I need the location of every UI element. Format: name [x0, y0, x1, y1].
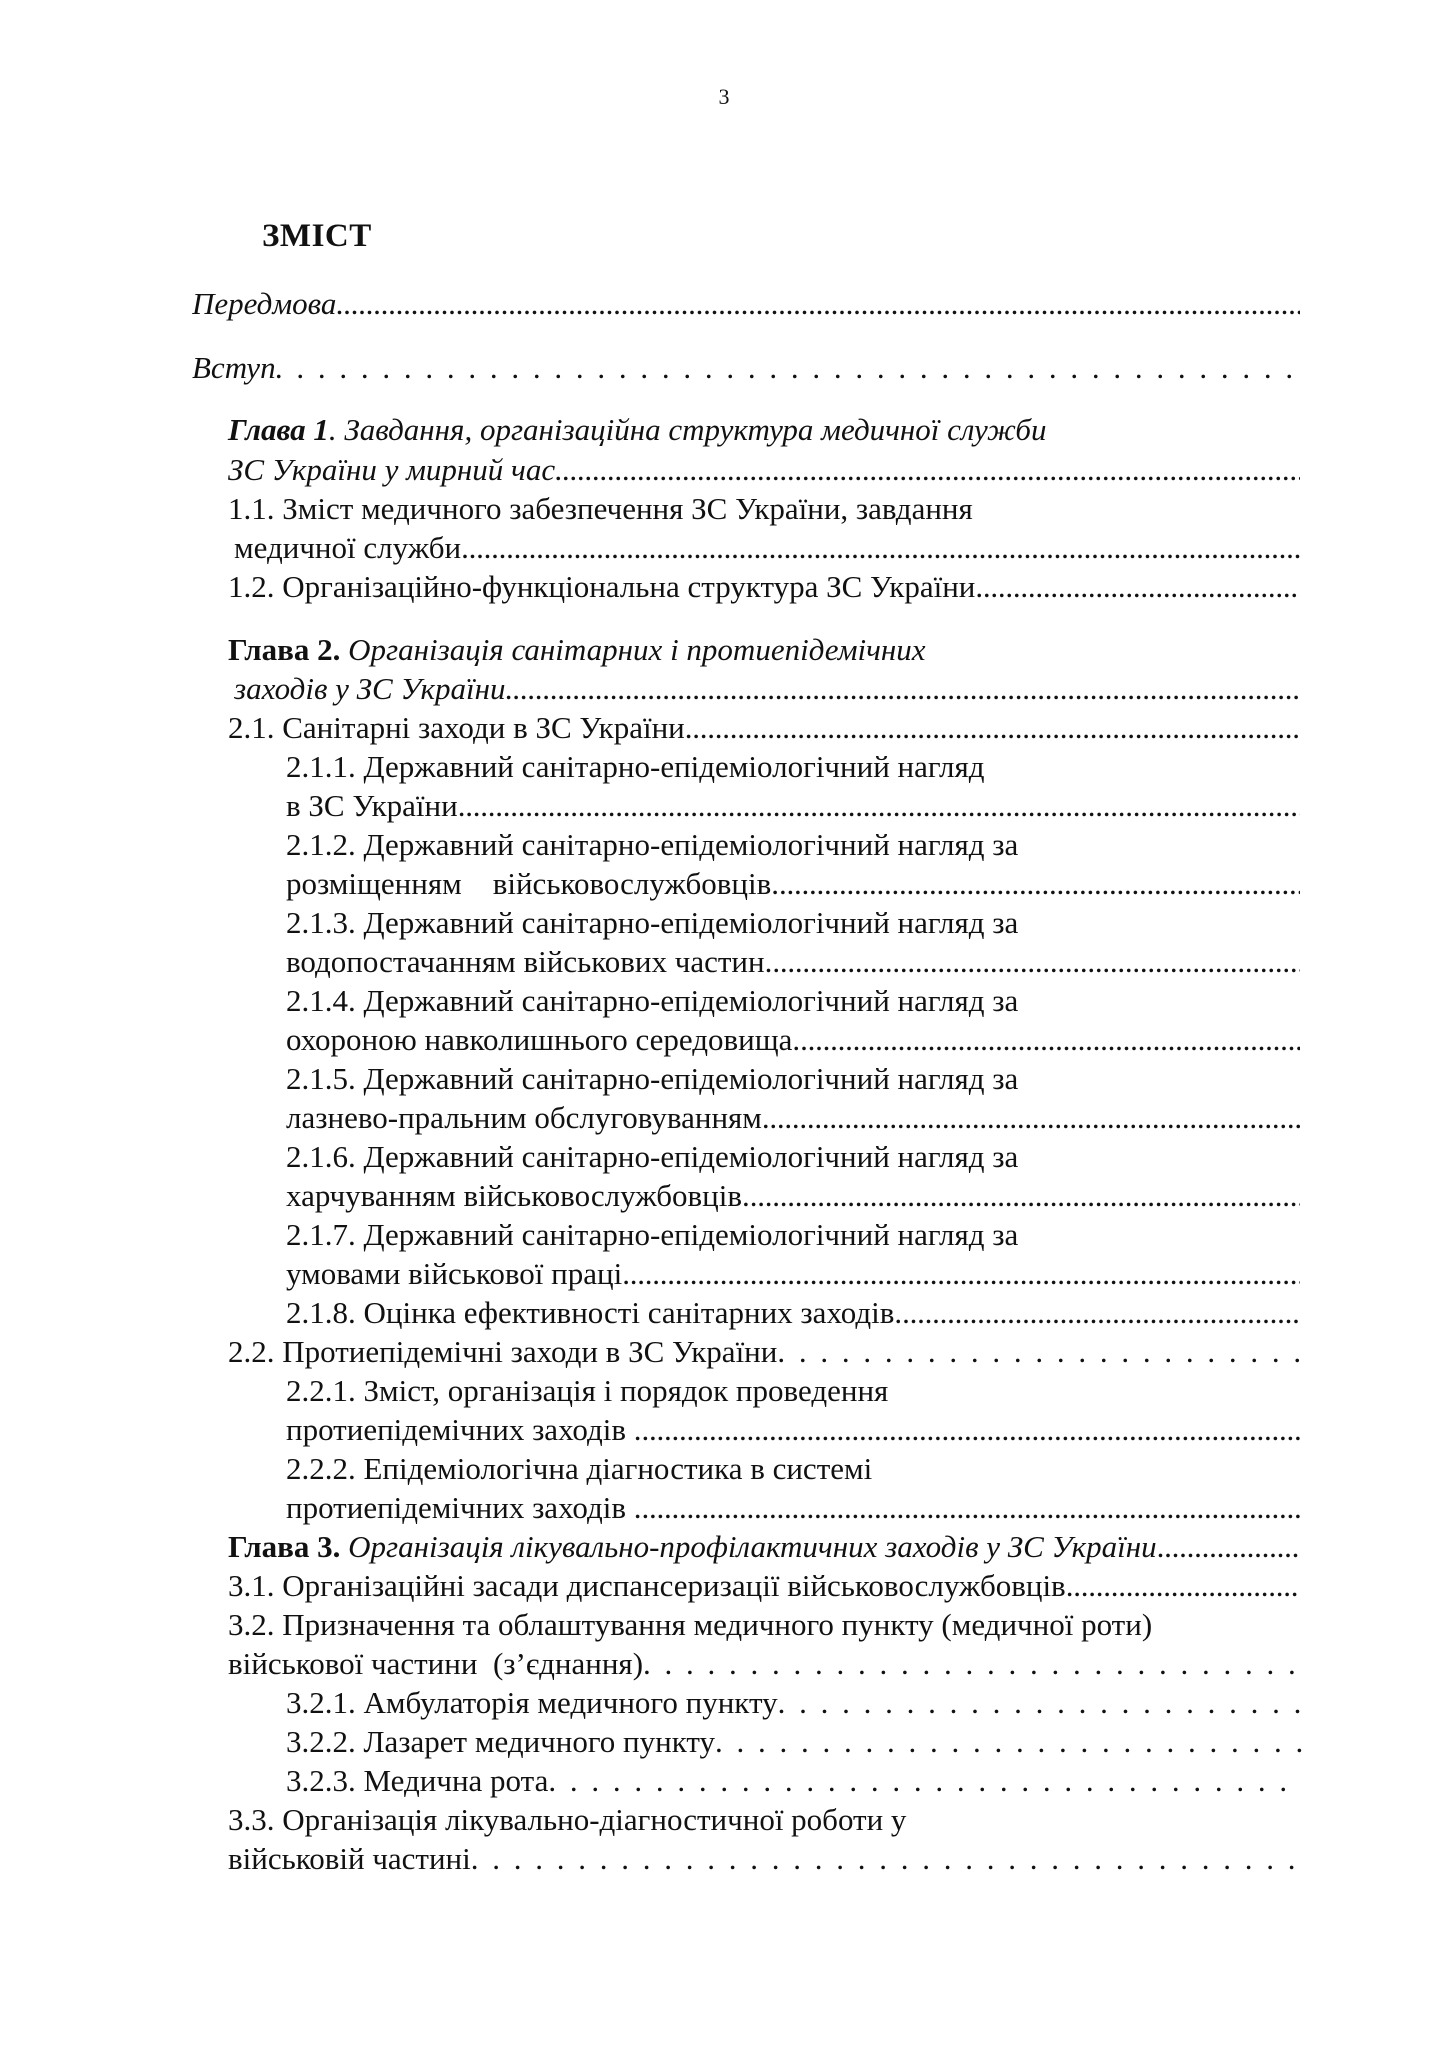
toc-entry-2-1-5-cont: [286, 1100, 1300, 1140]
leader-dots: [336, 286, 1300, 322]
toc-entry-2-1-3-cont: [286, 944, 1300, 984]
page-number: 3: [718, 84, 730, 109]
toc-entry-2-1-1-cont: [286, 788, 1300, 828]
toc-entry-label: Вступ: [192, 350, 276, 385]
toc-chapter-1-heading: [228, 412, 1047, 448]
leader-dots: [779, 866, 1300, 902]
chapter-title: . Завдання, організаційна структура медичної служби: [328, 412, 1047, 447]
leader-dots: [762, 1100, 1300, 1136]
toc-entry-3-2-3: [286, 1763, 1296, 1803]
toc-entry-2-1-7-cont: [286, 1256, 1300, 1296]
toc-entry-label: заходів у ЗС України: [234, 671, 506, 706]
toc-entry-label: 3.2.3. Медична рота: [286, 1763, 549, 1798]
chapter-label: Глава 1: [228, 412, 329, 447]
leader-dots: [642, 1490, 1300, 1526]
toc-entry-label: водопостачанням військових частин.: [286, 944, 773, 979]
toc-entry-label: ЗС України у мирний час: [228, 452, 556, 487]
toc-entry-2-1-3: 2.1.3. Державний санітарно-епідеміологічний нагляд за: [286, 905, 1019, 940]
leader-dots: [471, 1841, 1300, 1877]
chapter-label: Глава 2.: [228, 632, 341, 667]
leader-dots: [777, 1334, 1308, 1370]
leader-dots: [685, 710, 1300, 746]
chapter-label: Глава 3.: [228, 1529, 341, 1564]
toc-entry-1-1: 1.1. Зміст медичного забезпечення ЗС України, завдання: [228, 491, 973, 526]
toc-entry-label: 2.1.8. Оцінка ефективності санітарних заходів.: [286, 1295, 903, 1330]
leader-dots: [555, 452, 1300, 488]
toc-entry-3-3-cont: [228, 1841, 1300, 1881]
page-title: ЗМІСТ: [262, 218, 372, 254]
toc-entry-label: Передмова: [192, 286, 337, 321]
leader-dots: [715, 1724, 1302, 1760]
toc-entry-label: розміщенням військовослужбовців.: [286, 866, 779, 901]
toc-entry-label: в ЗС України: [286, 788, 458, 823]
toc-entry-preface: [192, 286, 1300, 326]
toc-entry-2-1-7: 2.1.7. Державний санітарно-епідеміологічний нагляд за: [286, 1217, 1019, 1252]
chapter-title: Організація лікувально-профілактичних заходів у ЗС України: [340, 1529, 1157, 1564]
leader-dots: [902, 1295, 1300, 1331]
toc-entry-label: 2.1. Санітарні заходи в ЗС України: [228, 710, 685, 745]
leader-dots: [642, 1412, 1300, 1448]
leader-dots: [750, 1178, 1300, 1214]
leader-dots: [458, 788, 1300, 824]
toc-entry-1-1-cont: [234, 530, 1300, 570]
leader-dots: [643, 1646, 1300, 1682]
toc-entry-intro: [192, 350, 1292, 390]
toc-entry-1-2: [228, 569, 1300, 609]
toc-entry-2-1-8: [286, 1295, 1300, 1335]
leader-dots: [1157, 1529, 1300, 1565]
leader-dots: [461, 530, 1300, 566]
toc-entry-2-1-4: 2.1.4. Державний санітарно-епідеміологічний нагляд за: [286, 983, 1019, 1018]
toc-entry-label: умовами військової праці: [286, 1256, 623, 1291]
toc-entry-2-1-6: 2.1.6. Державний санітарно-епідеміологічний нагляд за: [286, 1139, 1019, 1174]
toc-entry-3-2-cont: [228, 1646, 1300, 1686]
toc-entry-label: охороною навколишнього середовища.: [286, 1022, 801, 1057]
toc-entry-label: протиепідемічних заходів .: [286, 1490, 642, 1525]
toc-entry-label: 3.2.2. Лазарет медичного пункту: [286, 1724, 716, 1759]
toc-entry-3-2-1: [286, 1685, 1308, 1725]
leader-dots: [975, 569, 1300, 605]
leader-dots: [506, 671, 1300, 707]
toc-entry-label: 2.2. Протиепідемічні заходи в ЗС України: [228, 1334, 778, 1369]
toc-entry-label: протиепідемічних заходів .: [286, 1412, 642, 1447]
toc-entry-label: лазнево-пральним обслуговуванням: [286, 1100, 762, 1135]
toc-entry-label: військовій частині: [228, 1841, 471, 1876]
leader-dots: [1066, 1568, 1300, 1604]
toc-entry-3-2-2: [286, 1724, 1302, 1764]
toc-entry-2-1-4-cont: [286, 1022, 1300, 1062]
leader-dots: [622, 1256, 1300, 1292]
toc-entry-2-2-1-cont: [286, 1412, 1300, 1452]
toc-entry-3-2: 3.2. Призначення та облаштування медичного пункту (медичної роти): [228, 1607, 1153, 1642]
toc-entry-label: 3.2.1. Амбулаторія медичного пункту: [286, 1685, 778, 1720]
leader-dots: [548, 1763, 1296, 1799]
toc-entry-2-1-5: 2.1.5. Державний санітарно-епідеміологічний нагляд за: [286, 1061, 1019, 1096]
toc-chapter-3-heading: [228, 1529, 1300, 1569]
toc-entry-2-1-2-cont: [286, 866, 1300, 906]
toc-entry-3-3: 3.3. Організація лікувально-діагностичної роботи у: [228, 1802, 907, 1837]
toc-entry-label: медичної служби: [234, 530, 462, 565]
toc-entry-3-1: [228, 1568, 1300, 1608]
toc-entry-2-2-2-cont: [286, 1490, 1300, 1530]
toc-entry-2-2-1: 2.2.1. Зміст, організація і порядок проведення: [286, 1373, 889, 1408]
chapter-title: Організація санітарних і протиепідемічних: [340, 632, 926, 667]
toc-entry-2-1-1: 2.1.1. Державний санітарно-епідеміологічний нагляд: [286, 749, 985, 784]
leader-dots: [778, 1685, 1308, 1721]
toc-entry-label: харчуванням військовослужбовців.: [286, 1178, 750, 1213]
leader-dots: [800, 1022, 1300, 1058]
toc-entry-label: [228, 1529, 1157, 1565]
toc-entry-label: 3.1. Організаційні засади диспансеризації військовослужбовців: [228, 1568, 1066, 1603]
toc-entry-2-2: [228, 1334, 1308, 1374]
toc-entry-label: військової частини (з’єднання): [228, 1646, 644, 1681]
toc-entry-2-2-2: 2.2.2. Епідеміологічна діагностика в системі: [286, 1451, 873, 1486]
leader-dots: [772, 944, 1300, 980]
leader-dots: [276, 350, 1292, 386]
toc-chapter-1-cont: [228, 452, 1300, 492]
toc-entry-2-1-2: 2.1.2. Державний санітарно-епідеміологічний нагляд за: [286, 827, 1019, 862]
toc-entry-label: 1.2. Організаційно-функціональна структура ЗС України: [228, 569, 976, 604]
toc-chapter-2-heading: [228, 632, 926, 668]
toc-entry-2-1-6-cont: [286, 1178, 1300, 1218]
toc-entry-2-1: [228, 710, 1300, 750]
toc-chapter-2-cont: [234, 671, 1300, 711]
